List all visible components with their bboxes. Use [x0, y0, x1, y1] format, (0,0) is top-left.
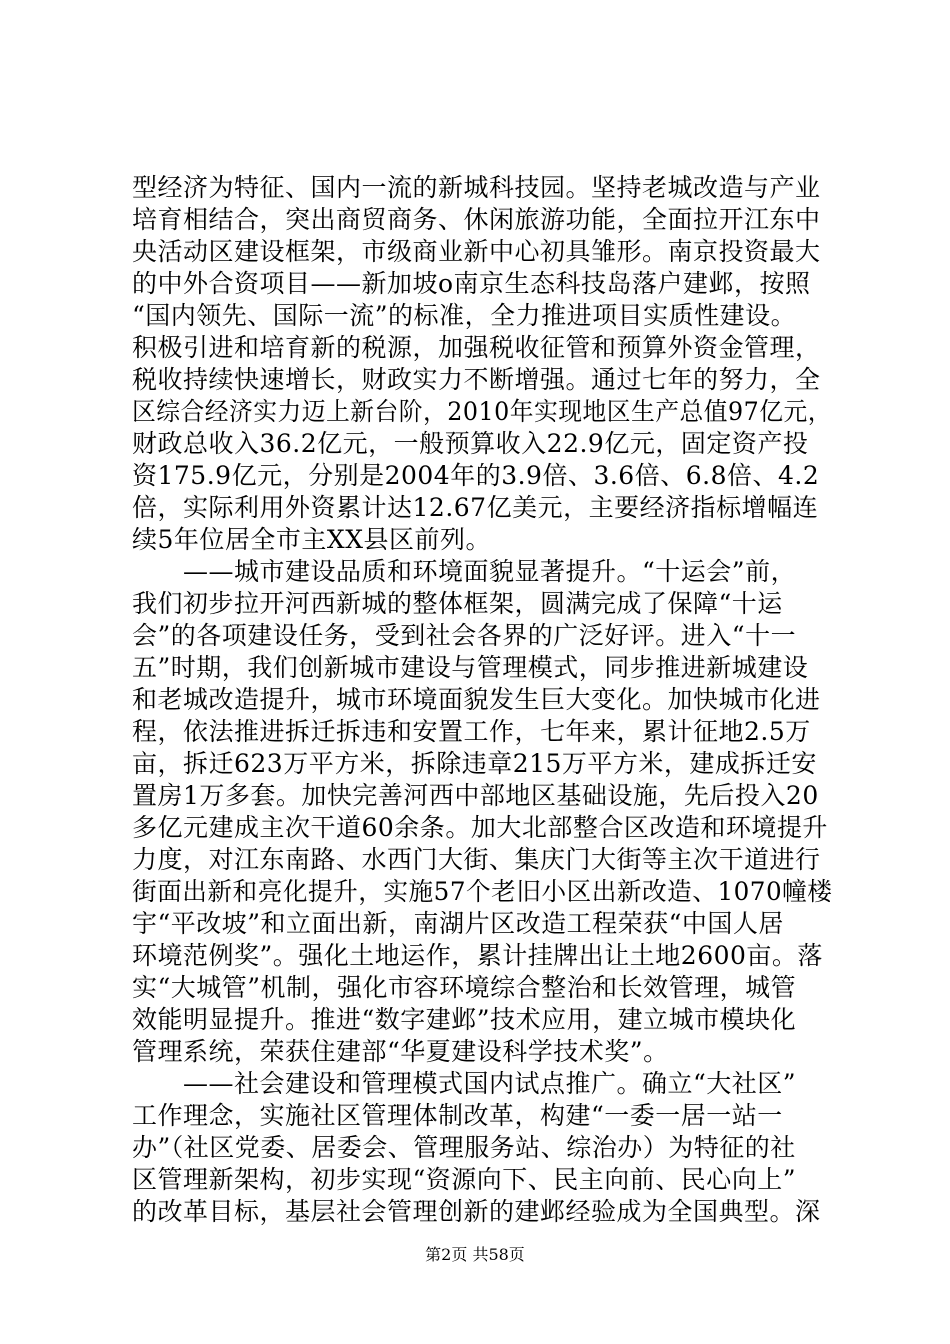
text-line: 办”（社区党委、居委会、管理服务站、综治办）为特征的社	[132, 1133, 796, 1162]
text-line: 倍，实际利用外资累计达12.67亿美元，主要经济指标增幅连	[132, 493, 819, 522]
body-text	[132, 172, 832, 1228]
text-line: 宇“平改坡”和立面出新，南湖片区改造工程荣获“中国人居	[132, 909, 784, 938]
text-line: 街面出新和亮化提升，实施57个老旧小区出新改造、1070幢楼	[132, 877, 833, 906]
text-line: 亩，拆迁623万平方米，拆除违章215万平方米，建成拆迁安	[132, 749, 817, 778]
text-line: 置房1万多套。加快完善河西中部地区基础设施，先后投入20	[132, 781, 819, 810]
text-line: 积极引进和培育新的税源，加强税收征管和预算外资金管理，	[132, 333, 821, 362]
text-line: 我们初步拉开河西新城的整体框架，圆满完成了保障“十运	[132, 589, 783, 618]
text-line: 的改革目标，基层社会管理创新的建邺经验成为全国典型。深	[132, 1197, 821, 1226]
text-line: 效能明显提升。推进“数字建邺”技术应用，建立城市模块化	[132, 1005, 797, 1034]
text-line: 五”时期，我们创新城市建设与管理模式，同步推进新城建设	[132, 653, 809, 682]
text-line: 程，依法推进拆迁拆违和安置工作，七年来，累计征地2.5万	[132, 717, 811, 746]
text-line: 税收持续快速增长，财政实力不断增强。通过七年的努力，全	[132, 365, 821, 394]
text-line: 央活动区建设框架，市级商业新中心初具雏形。南京投资最大	[132, 237, 821, 266]
text-line: ——城市建设品质和环境面貌显著提升。“十运会”前，	[132, 557, 797, 586]
text-line: 续5年位居全市主XX县区前列。	[132, 525, 492, 554]
text-line: 会”的各项建设任务，受到社会各界的广泛好评。进入“十一	[132, 621, 797, 650]
text-line: 培育相结合，突出商贸商务、休闲旅游功能，全面拉开江东中	[132, 205, 821, 234]
text-line: 管理系统，荣获住建部“华夏建设科学技术奖”。	[132, 1037, 669, 1066]
text-line: 资175.9亿元，分别是2004年的3.9倍、3.6倍、6.8倍、4.2	[132, 461, 820, 490]
text-line: 和老城改造提升，城市环境面貌发生巨大变化。加快城市化进	[132, 685, 821, 714]
text-line: 区管理新架构，初步实现“资源向下、民主向前、民心向上”	[132, 1165, 797, 1194]
text-line: 工作理念，实施社区管理体制改革，构建“一委一居一站一	[132, 1101, 783, 1130]
page-number-label: 第2页 共58页	[425, 1245, 525, 1264]
text-line: 环境范例奖”。强化土地运作，累计挂牌出让土地2600亩。落	[132, 941, 823, 970]
text-line: 区综合经济实力迈上新台阶，2010年实现地区生产总值97亿元，	[132, 397, 832, 426]
text-line: 型经济为特征、国内一流的新城科技园。坚持老城改造与产业	[132, 173, 821, 202]
text-line: 多亿元建成主次干道60余条。加大北部整合区改造和环境提升	[132, 813, 828, 842]
text-line: 力度，对江东南路、水西门大街、集庆门大街等主次干道进行	[132, 845, 821, 874]
text-line: 财政总收入36.2亿元，一般预算收入22.9亿元，固定资产投	[132, 429, 809, 458]
text-line: 实“大城管”机制，强化市容环境综合整治和长效管理，城管	[132, 973, 797, 1002]
page-footer	[0, 1242, 950, 1265]
text-line: “国内领先、国际一流”的标准，全力推进项目实质性建设。	[132, 301, 797, 330]
text-line: ——社会建设和管理模式国内试点推广。确立“大社区”	[132, 1069, 797, 1098]
text-line: 的中外合资项目——新加坡o南京生态科技岛落户建邺，按照	[132, 269, 811, 298]
